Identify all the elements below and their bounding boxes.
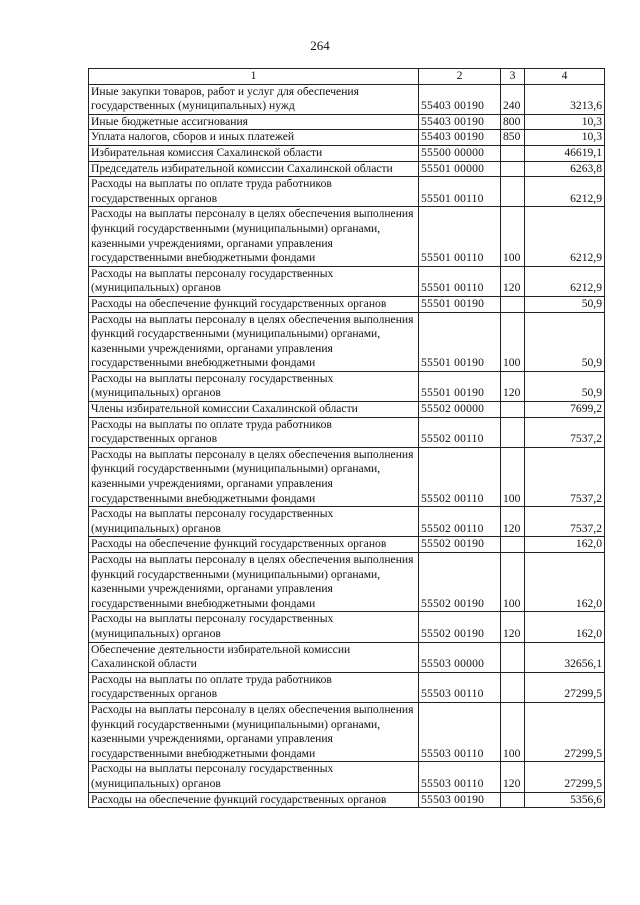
- row-vr-cell: [501, 537, 525, 553]
- row-vr-cell: 100: [501, 702, 525, 761]
- row-code-cell: 55503 00110: [419, 672, 501, 702]
- row-vr-cell: [501, 296, 525, 312]
- row-vr-cell: 100: [501, 207, 525, 266]
- row-code-cell: 55501 00190: [419, 296, 501, 312]
- row-code-cell: 55502 00190: [419, 553, 501, 612]
- table-row: [89, 417, 605, 447]
- row-code-cell: 55403 00190: [419, 114, 501, 130]
- row-name-cell: Расходы на выплаты по оплате труда работников государственных органов: [89, 177, 419, 207]
- row-amount-cell: 7699,2: [525, 402, 605, 418]
- table-row: [89, 145, 605, 161]
- row-vr-cell: 120: [501, 612, 525, 642]
- row-vr-cell: 120: [501, 371, 525, 401]
- row-vr-cell: [501, 402, 525, 418]
- row-amount-cell: 27299,5: [525, 672, 605, 702]
- row-name-cell: Расходы на выплаты персоналу в целях обеспечения выполнения функций государственными (муниципальными) органами, казенными учреждениями, органами управления государственными внебюджетными фондами: [89, 207, 419, 266]
- row-amount-cell: 27299,5: [525, 702, 605, 761]
- row-name-cell: Иные закупки товаров, работ и услуг для обеспечения государственных (муниципальных) нужд: [89, 84, 419, 114]
- row-vr-cell: 120: [501, 762, 525, 792]
- row-code-cell: 55501 00000: [419, 161, 501, 177]
- row-name-cell: Расходы на выплаты по оплате труда работников государственных органов: [89, 672, 419, 702]
- row-name-cell: Расходы на выплаты персоналу государственных (муниципальных) органов: [89, 371, 419, 401]
- row-code-cell: 55503 00110: [419, 702, 501, 761]
- row-code-cell: 55501 00190: [419, 312, 501, 371]
- table-row: [89, 537, 605, 553]
- row-amount-cell: 7537,2: [525, 417, 605, 447]
- row-amount-cell: 162,0: [525, 612, 605, 642]
- row-vr-cell: [501, 417, 525, 447]
- row-code-cell: 55503 00000: [419, 642, 501, 672]
- row-amount-cell: 162,0: [525, 537, 605, 553]
- table-row: [89, 612, 605, 642]
- row-amount-cell: 6212,9: [525, 177, 605, 207]
- row-code-cell: 55501 00110: [419, 177, 501, 207]
- row-code-cell: 55502 00000: [419, 402, 501, 418]
- row-vr-cell: 120: [501, 266, 525, 296]
- row-code-cell: 55503 00110: [419, 762, 501, 792]
- table-row: [89, 296, 605, 312]
- row-vr-cell: 240: [501, 84, 525, 114]
- row-name-cell: Расходы на выплаты персоналу государственных (муниципальных) органов: [89, 507, 419, 537]
- row-vr-cell: [501, 161, 525, 177]
- row-vr-cell: [501, 792, 525, 808]
- table-row: [89, 371, 605, 401]
- table-row: [89, 762, 605, 792]
- row-name-cell: Расходы на обеспечение функций государственных органов: [89, 296, 419, 312]
- row-amount-cell: 32656,1: [525, 642, 605, 672]
- page-number: 264: [310, 38, 330, 53]
- table-row: [89, 672, 605, 702]
- row-name-cell: Расходы на обеспечение функций государственных органов: [89, 537, 419, 553]
- table-row: [89, 447, 605, 506]
- row-code-cell: 55502 00110: [419, 417, 501, 447]
- budget-table: [88, 68, 605, 808]
- row-name-cell: Расходы на выплаты персоналу в целях обеспечения выполнения функций государственными (муниципальными) органами, казенными учреждениями, органами управления государственными внебюджетными фондами: [89, 447, 419, 506]
- row-amount-cell: 27299,5: [525, 762, 605, 792]
- row-amount-cell: 7537,2: [525, 507, 605, 537]
- row-code-cell: 55502 00190: [419, 537, 501, 553]
- table-row: [89, 161, 605, 177]
- table-row: [89, 642, 605, 672]
- table-row: [89, 792, 605, 808]
- table-row: [89, 507, 605, 537]
- row-code-cell: 55501 00110: [419, 207, 501, 266]
- row-code-cell: 55503 00190: [419, 792, 501, 808]
- row-amount-cell: 3213,6: [525, 84, 605, 114]
- row-vr-cell: 850: [501, 130, 525, 146]
- row-vr-cell: [501, 642, 525, 672]
- header-col-2: 2: [419, 69, 501, 85]
- table-row: [89, 266, 605, 296]
- row-name-cell: Расходы на выплаты персоналу в целях обеспечения выполнения функций государственными (муниципальными) органами, казенными учреждениями, органами управления государственными внебюджетными фондами: [89, 702, 419, 761]
- row-vr-cell: 100: [501, 312, 525, 371]
- row-vr-cell: [501, 177, 525, 207]
- row-amount-cell: 50,9: [525, 371, 605, 401]
- row-amount-cell: 6263,8: [525, 161, 605, 177]
- row-code-cell: 55403 00190: [419, 84, 501, 114]
- row-name-cell: Расходы на выплаты персоналу в целях обеспечения выполнения функций государственными (муниципальными) органами, казенными учреждениями, органами управления государственными внебюджетными фондами: [89, 553, 419, 612]
- row-code-cell: 55502 00110: [419, 507, 501, 537]
- table-row: [89, 84, 605, 114]
- table-body: [89, 84, 605, 808]
- row-vr-cell: 800: [501, 114, 525, 130]
- header-col-1: 1: [89, 69, 419, 85]
- row-code-cell: 55500 00000: [419, 145, 501, 161]
- table-header-row: [89, 69, 605, 85]
- row-vr-cell: 100: [501, 447, 525, 506]
- row-name-cell: Расходы на выплаты персоналу государственных (муниципальных) органов: [89, 612, 419, 642]
- row-vr-cell: 100: [501, 553, 525, 612]
- row-amount-cell: 50,9: [525, 312, 605, 371]
- header-col-4: 4: [525, 69, 605, 85]
- row-code-cell: 55501 00190: [419, 371, 501, 401]
- row-amount-cell: 7537,2: [525, 447, 605, 506]
- table-row: [89, 553, 605, 612]
- row-name-cell: Расходы на выплаты персоналу государственных (муниципальных) органов: [89, 266, 419, 296]
- row-amount-cell: 10,3: [525, 114, 605, 130]
- table-row: [89, 177, 605, 207]
- row-code-cell: 55502 00110: [419, 447, 501, 506]
- row-vr-cell: [501, 672, 525, 702]
- row-amount-cell: 5356,6: [525, 792, 605, 808]
- row-name-cell: Избирательная комиссия Сахалинской области: [89, 145, 419, 161]
- row-amount-cell: 6212,9: [525, 207, 605, 266]
- row-code-cell: 55501 00110: [419, 266, 501, 296]
- row-name-cell: Председатель избирательной комиссии Сахалинской области: [89, 161, 419, 177]
- row-amount-cell: 10,3: [525, 130, 605, 146]
- row-name-cell: Расходы на обеспечение функций государственных органов: [89, 792, 419, 808]
- header-col-3: 3: [501, 69, 525, 85]
- table-row: [89, 702, 605, 761]
- row-name-cell: Иные бюджетные ассигнования: [89, 114, 419, 130]
- row-name-cell: Расходы на выплаты персоналу в целях обеспечения выполнения функций государственными (муниципальными) органами, казенными учреждениями, органами управления государственными внебюджетными фондами: [89, 312, 419, 371]
- row-name-cell: Уплата налогов, сборов и иных платежей: [89, 130, 419, 146]
- table-row: [89, 402, 605, 418]
- row-amount-cell: 162,0: [525, 553, 605, 612]
- table-row: [89, 114, 605, 130]
- row-name-cell: Расходы на выплаты персоналу государственных (муниципальных) органов: [89, 762, 419, 792]
- row-code-cell: 55403 00190: [419, 130, 501, 146]
- row-amount-cell: 50,9: [525, 296, 605, 312]
- row-amount-cell: 6212,9: [525, 266, 605, 296]
- table-row: [89, 207, 605, 266]
- table-row: [89, 312, 605, 371]
- table-row: [89, 130, 605, 146]
- row-vr-cell: [501, 145, 525, 161]
- row-vr-cell: 120: [501, 507, 525, 537]
- row-name-cell: Обеспечение деятельности избирательной комиссии Сахалинской области: [89, 642, 419, 672]
- row-amount-cell: 46619,1: [525, 145, 605, 161]
- row-name-cell: Расходы на выплаты по оплате труда работников государственных органов: [89, 417, 419, 447]
- row-name-cell: Члены избирательной комиссии Сахалинской области: [89, 402, 419, 418]
- row-code-cell: 55502 00190: [419, 612, 501, 642]
